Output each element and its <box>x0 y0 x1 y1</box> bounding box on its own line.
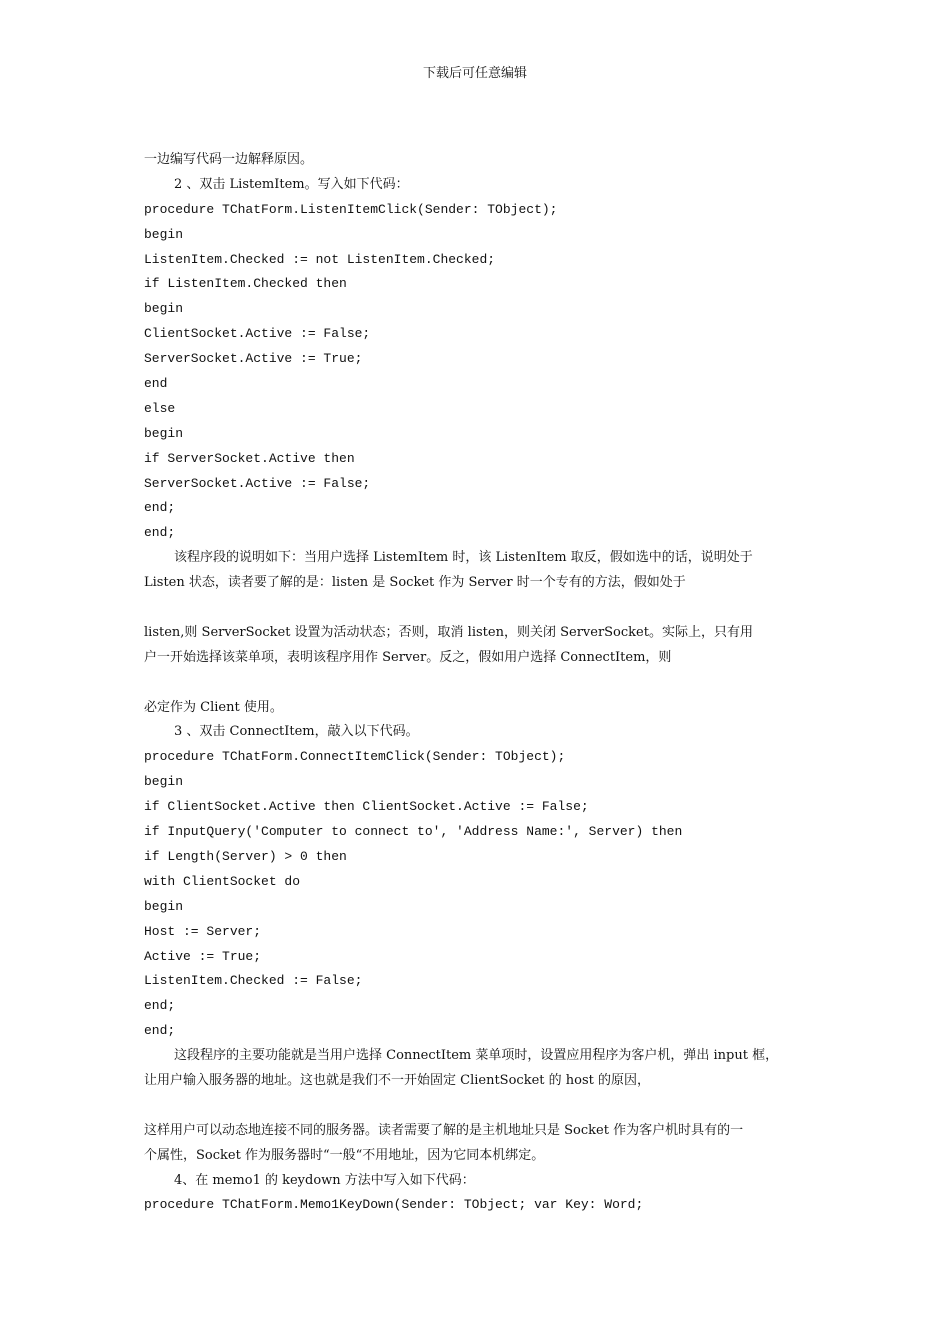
paragraph-text: 这段程序的主要功能就是当用户选择 ConnectItem 菜单项时，设置应用程序为客户机，弹出 input 框， <box>174 1048 779 1064</box>
code-line: if ListenItem.Checked then <box>144 276 347 292</box>
page-header: 下载后可任意编辑 <box>422 66 527 81</box>
code-line: end; <box>144 500 176 516</box>
spacer <box>144 671 824 696</box>
code-line: begin <box>144 774 184 790</box>
code-line: if Length(Server) > 0 then <box>144 848 347 864</box>
paragraph-text: 这样用户可以动态地连接不同的服务器。读者需要了解的是主机地址只是 Socket 作为客户机时具有的一 <box>144 1122 744 1138</box>
paragraph-text: 该程序段的说明如下：当用户选择 ListemItem 时，该 ListenItem 取反，假如选中的话，说明处于 <box>174 550 753 566</box>
spacer <box>144 596 824 621</box>
document-body <box>144 148 824 1218</box>
paragraph-text: 让用户输入服务器的地址。这也就是我们不一开始固定 ClientSocket 的 host 的原因， <box>144 1072 650 1088</box>
code-line: end; <box>144 998 176 1014</box>
paragraph-text: 必定作为 Client 使用。 <box>144 699 283 715</box>
code-line: if InputQuery('Computer to connect to', 'Address Name:', Server) then <box>144 824 683 840</box>
code-line: Host := Server; <box>144 923 262 939</box>
code-line: ListenItem.Checked := False; <box>144 973 363 989</box>
code-line: Active := True; <box>144 948 262 964</box>
code-line: procedure TChatForm.ListenItemClick(Sender: TObject); <box>144 201 558 217</box>
paragraph-text: listen,则 ServerSocket 设置为活动状态；否则，取消 listen，则关闭 ServerSocket。实际上，只有用 <box>144 624 753 640</box>
paragraph-text: Listen 状态，读者要了解的是：listen 是 Socket 作为 Server 时一个专有的方法，假如处于 <box>144 575 686 591</box>
spacer <box>144 1094 824 1119</box>
code-line: begin <box>144 301 184 317</box>
code-line: if ServerSocket.Active then <box>144 450 355 466</box>
code-line: procedure TChatForm.ConnectItemClick(Sender: TObject); <box>144 749 566 765</box>
paragraph-text: 个属性，Socket 作为服务器时“一般“不用地址，因为它同本机绑定。 <box>144 1147 545 1163</box>
code-line: ClientSocket.Active := False; <box>144 326 371 342</box>
code-line: end <box>144 376 168 392</box>
code-line: begin <box>144 226 184 242</box>
code-line: procedure TChatForm.Memo1KeyDown(Sender: TObject; var Key: Word; <box>144 1197 644 1213</box>
code-line: begin <box>144 425 184 441</box>
code-line: end; <box>144 1023 176 1039</box>
code-line: end; <box>144 525 176 541</box>
paragraph-text: 一边编写代码一边解释原因。 <box>144 152 314 167</box>
code-line: else <box>144 400 176 416</box>
paragraph-text: 户一开始选择该菜单项，表明该程序用作 Server。反之，假如用户选择 ConnectItem，则 <box>144 649 672 665</box>
code-line: ListenItem.Checked := not ListenItem.Checked; <box>144 251 496 267</box>
code-line: ServerSocket.Active := False; <box>144 475 371 491</box>
code-line: ServerSocket.Active := True; <box>144 351 363 367</box>
step-heading: 3 、双击 ConnectItem，敲入以下代码。 <box>174 724 419 740</box>
code-line: with ClientSocket do <box>144 873 301 889</box>
step-heading: 2 、双击 ListemItem。写入如下代码： <box>174 176 409 192</box>
code-line: if ClientSocket.Active then ClientSocket.Active := False; <box>144 799 589 815</box>
code-line: begin <box>144 898 184 914</box>
step-heading: 4、在 memo1 的 keydown 方法中写入如下代码： <box>174 1172 475 1188</box>
